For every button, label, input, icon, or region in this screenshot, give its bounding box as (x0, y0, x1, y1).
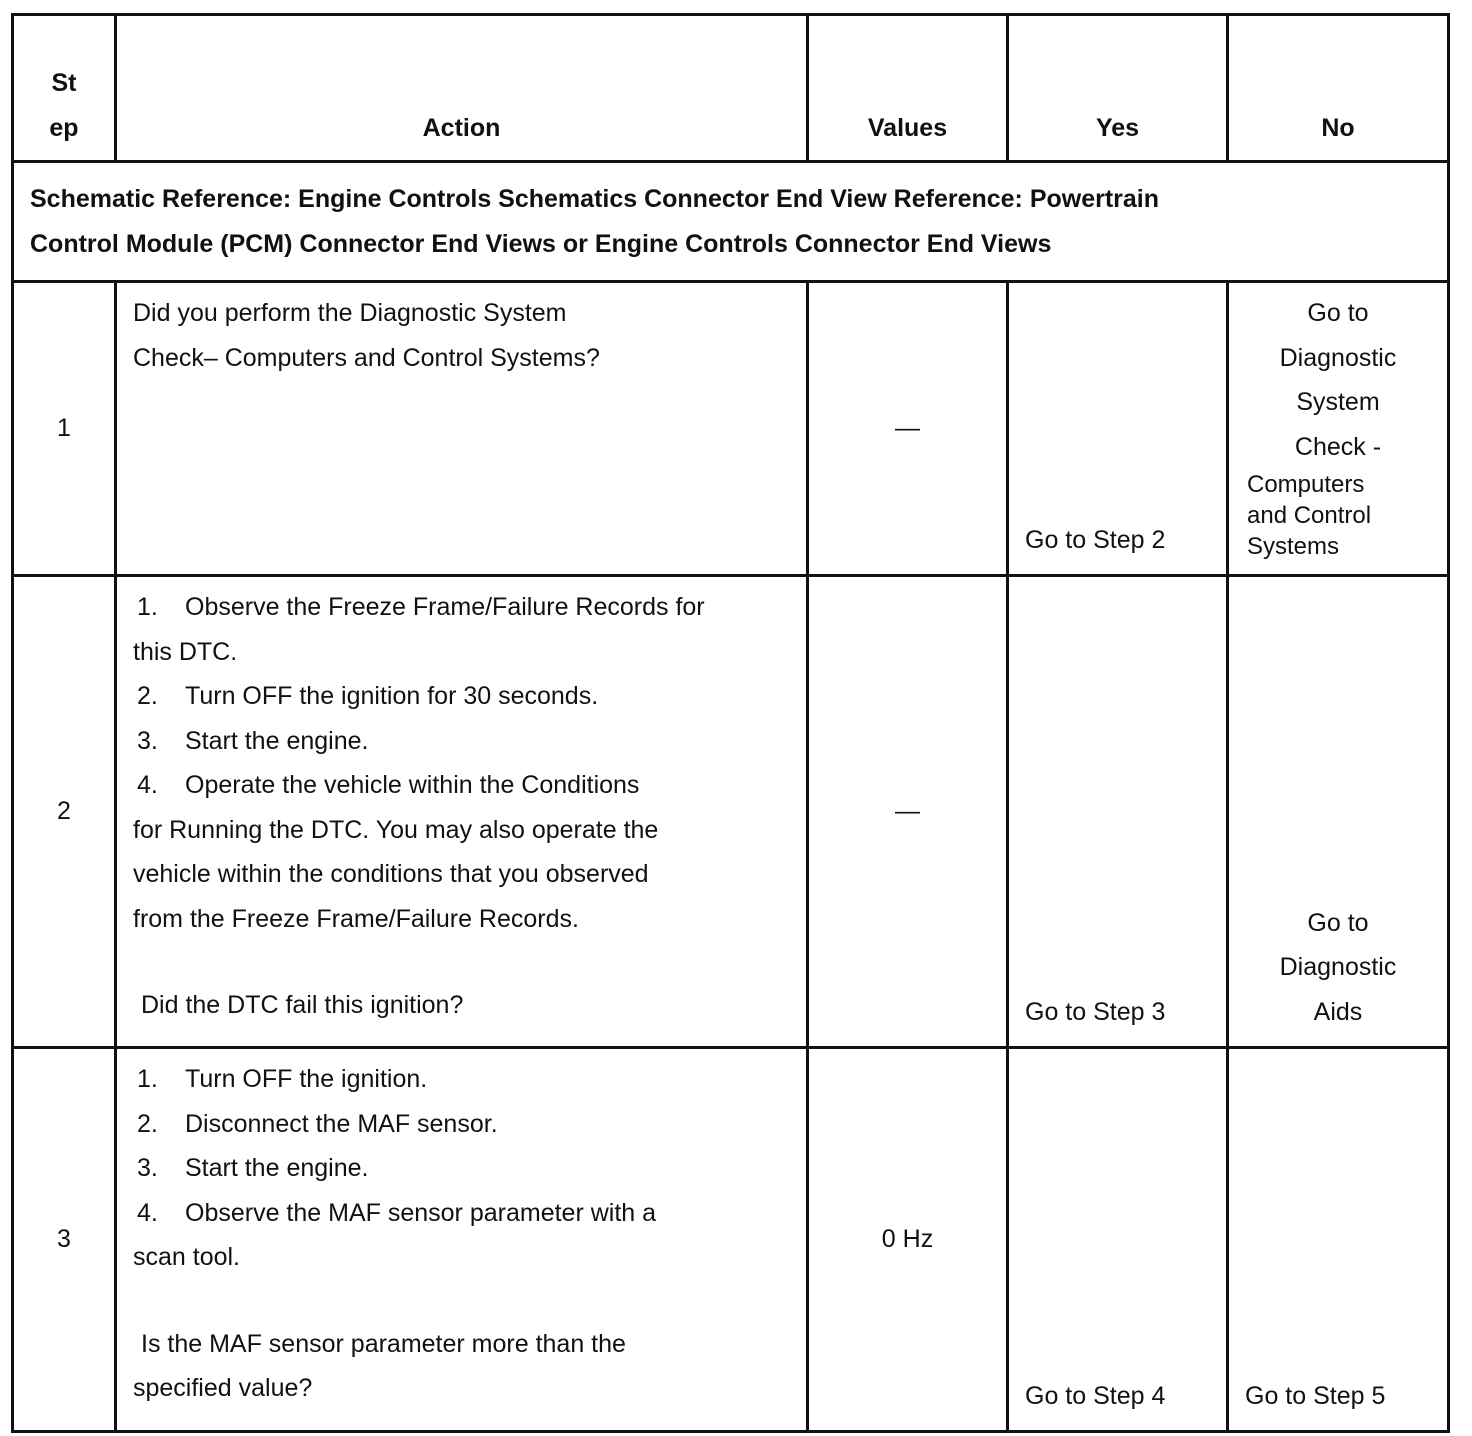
list-item (133, 763, 790, 941)
no-line: Go to (1307, 299, 1369, 327)
item-text: Turn OFF the ignition. (185, 1065, 428, 1093)
no-line: Systems (1247, 533, 1340, 560)
item-text: Observe the MAF sensor parameter with a (185, 1198, 657, 1227)
item-number: 1. (137, 1065, 158, 1093)
question-text: Did the DTC fail this ignition? (141, 991, 464, 1019)
question-line: specified value? (133, 1374, 313, 1402)
table-row (13, 1048, 1449, 1432)
item-text: vehicle within the conditions that you observed (133, 860, 649, 888)
item-text: scan tool. (133, 1243, 241, 1271)
value-cell: 0 Hz (808, 1048, 1008, 1432)
header-step (13, 15, 116, 162)
no-cell (1228, 282, 1449, 576)
header-no: No (1228, 15, 1449, 162)
diagnostic-table (11, 13, 1450, 1433)
list-item (133, 1146, 790, 1191)
action-line: Did you perform the Diagnostic System (133, 299, 567, 327)
item-text: this DTC. (133, 637, 238, 666)
item-number: 3. (137, 726, 158, 755)
item-text: Start the engine. (185, 726, 369, 755)
question-text (133, 1322, 790, 1411)
no-line: Computers (1247, 471, 1365, 498)
list-item (133, 1057, 790, 1102)
item-text: Turn OFF the ignition for 30 seconds. (185, 682, 599, 710)
item-text: Start the engine. (185, 1154, 369, 1182)
action-cell (116, 576, 808, 1048)
no-cell (1228, 576, 1449, 1048)
header-row (13, 15, 1449, 162)
item-text: for Running the DTC. You may also operate the (133, 815, 659, 844)
yes-cell: Go to Step 2 (1008, 282, 1228, 576)
header-step-line: St (51, 69, 77, 97)
action-steps-list (133, 1057, 790, 1280)
reference-row (13, 162, 1449, 282)
question-line: Is the MAF sensor parameter more than the (141, 1329, 626, 1358)
header-values: Values (808, 15, 1008, 162)
action-line: Check– Computers and Control Systems? (133, 343, 600, 372)
yes-cell: Go to Step 3 (1008, 576, 1228, 1048)
table-row (13, 576, 1449, 1048)
no-line: Aids (1313, 997, 1363, 1026)
item-number: 3. (137, 1154, 158, 1182)
step-number: 1 (13, 282, 116, 576)
list-item (133, 719, 790, 764)
list-item (133, 674, 790, 719)
step-number: 3 (13, 1048, 116, 1432)
reference-line: Schematic Reference: Engine Controls Schematics Connector End View Reference: Powertrain (30, 185, 1160, 213)
list-item (133, 1191, 790, 1280)
no-line: System (1296, 388, 1380, 416)
table-row (13, 282, 1449, 576)
item-number: 4. (137, 771, 158, 799)
no-line: Diagnostic (1279, 343, 1397, 372)
list-item (133, 1102, 790, 1147)
reference-line: Control Module (PCM) Connector End Views or Engine Controls Connector End Views (30, 229, 1052, 258)
header-step-line: ep (49, 113, 79, 142)
item-text: Observe the Freeze Frame/Failure Records for (185, 593, 705, 621)
action-cell (116, 282, 808, 576)
no-line: Check - (1294, 432, 1382, 461)
value-cell: — (808, 282, 1008, 576)
item-number: 4. (137, 1198, 158, 1227)
no-cell: Go to Step 5 (1228, 1048, 1449, 1432)
value-cell: — (808, 576, 1008, 1048)
action-steps-list (133, 585, 790, 941)
list-item (133, 585, 790, 674)
yes-cell: Go to Step 4 (1008, 1048, 1228, 1432)
header-action: Action (116, 15, 808, 162)
item-number: 2. (137, 1109, 158, 1138)
item-text: Operate the vehicle within the Conditions (185, 771, 640, 799)
step-number: 2 (13, 576, 116, 1048)
action-cell (116, 1048, 808, 1432)
no-line: and Control (1247, 502, 1372, 529)
item-number: 1. (137, 593, 158, 621)
no-line: Go to (1307, 908, 1369, 937)
item-number: 2. (137, 682, 158, 710)
no-line: Diagnostic (1279, 953, 1397, 981)
item-text: from the Freeze Frame/Failure Records. (133, 904, 579, 933)
item-text: Disconnect the MAF sensor. (185, 1109, 498, 1138)
schematic-reference (13, 162, 1449, 282)
header-yes: Yes (1008, 15, 1228, 162)
